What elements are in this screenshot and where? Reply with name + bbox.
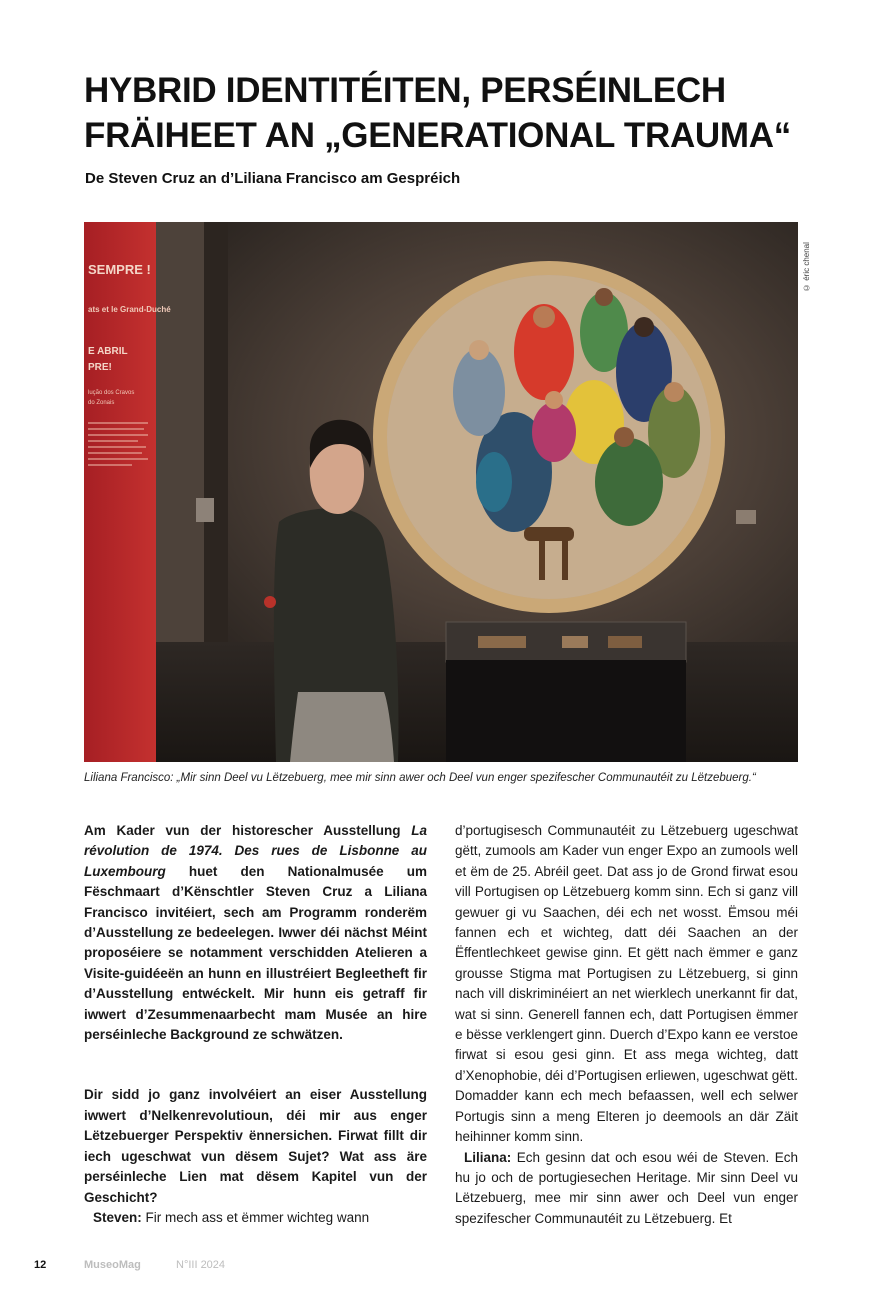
answer-text: Fir mech ass et ëmmer wichteg wann [141,1209,370,1225]
display-case [446,622,686,762]
intro-paragraph [84,821,427,1045]
exhibition-title: La révolution de 1974. Des rues de Lisbonne au Luxembourg [84,823,427,879]
question-paragraph: Dir sidd jo ganz involvéiert an eiser Ausstellung iwwert d’Nelkenrevolutioun, déi mir aus enger Lëtzebuerger Perspektiv ënnersichen. Firwat fillt dir iech ugeschwat vun dësem Sujet? Wat ass äre perséinleche Lien mat dësem Kapitel vun der Geschicht? [84,1087,427,1205]
photo-credit: © éric chenal [802,242,811,292]
right-column [455,821,798,1229]
left-column [84,821,427,1228]
page-number: 12 [34,1259,47,1271]
photo-illustration [84,222,798,762]
intro-text-a: Am Kader vun der historescher Ausstellung [84,823,412,838]
title-line-2: FRÄIHEET AN „GENERATIONAL TRAUMA“ [84,116,791,155]
sign-line-6: do Zonais [88,400,115,406]
right-paragraph-2 [455,1148,798,1230]
magazine-name: MuseoMag [84,1259,141,1271]
answer-paragraph [84,1208,427,1228]
sign-line-4: PRE! [88,362,112,373]
liliana-text: Ech gesinn dat och esou wéi de Steven. Ech hu jo och de portugiesechen Heritage. Mir sinn Deel vu Lëtzebuerg, mee mir sinn awer och Deel vun enger spezifescher Communautéit zu Lëtzebuerg. Et [455,1149,798,1226]
photo-caption: Liliana Francisco: „Mir sinn Deel vu Lëtzebuerg, mee mir sinn awer och Deel vun enger spezifescher Communautéit zu Lëtzebuerg.“ [84,772,756,784]
right-paragraph-1: d’portugisesch Communautéit zu Lëtzebuerg ugeschwat gëtt, zumools am Kader vun enger Expo an zumools well et ëm de 25. Abréil geet. Dat ass jo de Grond firwat esou vill Portugisen op Lëtzebuerg komm sinn. Ech si ganz vill gewuer gi vu Saachen, déi ech net wosst. Ëmsou méi fannen ech et wichteg, datt déi Saachen an der Ëffentlechkeet gewise ginn. Et gëtt nach ëmmer e ganz grousse Stigma mat Portugisen zu Lëtzebuerg, si ginn nach vill diskriminéiert an net wierklech unerkannt fir dat, wat si sinn. Generell fannen ech, datt Portugisen ëmmer e bësse verklengert ginn. Duerch d’Expo kann ee verstoe firwat si esou gesi ginn. Et ass mega wichteg, datt d’Xenophobie, déi d’Portugisen erliewen, ugeschwat gëtt. Domadder kann ech mech befaassen, well ech selwer Portugis sinn a meng Elteren jo deemools an där Zäit heihinner komm sinn. [455,823,798,1145]
red-exhibition-panel [84,222,156,762]
article-subtitle: De Steven Cruz an d’Liliana Francisco am Gespréich [85,170,461,187]
intro-text-b: huet den Nationalmusée um Fëschmaart d’Kënschtler Steven Cruz a Liliana Francisco invitéiert, sech am Programm ronderëm d’Ausstellung ze bedeelegen. Iwwer déi nächst Méint proposéiere se notamment verschidden Atelieren a Visite-guidéeën an hunn en illustréiert Begleetheft fir d’Ausstellung entwéckelt. Mir hunn eis getraff fir iwwert d’Zesummenaarbecht mam Musée an hire perséinleche Background ze schwätzen. [84,863,427,1043]
round-painting [373,261,725,613]
sign-line-5: lução dos Cravos [88,390,135,396]
sign-line-3: E ABRIL [88,346,128,357]
sign-line-1: SEMPRE ! [88,262,151,277]
title-line-1: HYBRID IDENTITÉITEN, PERSÉINLECH [84,71,726,110]
exhibition-photo [84,222,798,762]
issue-number: N°III 2024 [176,1259,226,1271]
sign-line-2: ats et le Grand-Duché [88,305,171,314]
liliana-speaker: Liliana: [464,1149,512,1165]
answer-speaker: Steven: [93,1209,142,1225]
article-title [84,68,804,158]
